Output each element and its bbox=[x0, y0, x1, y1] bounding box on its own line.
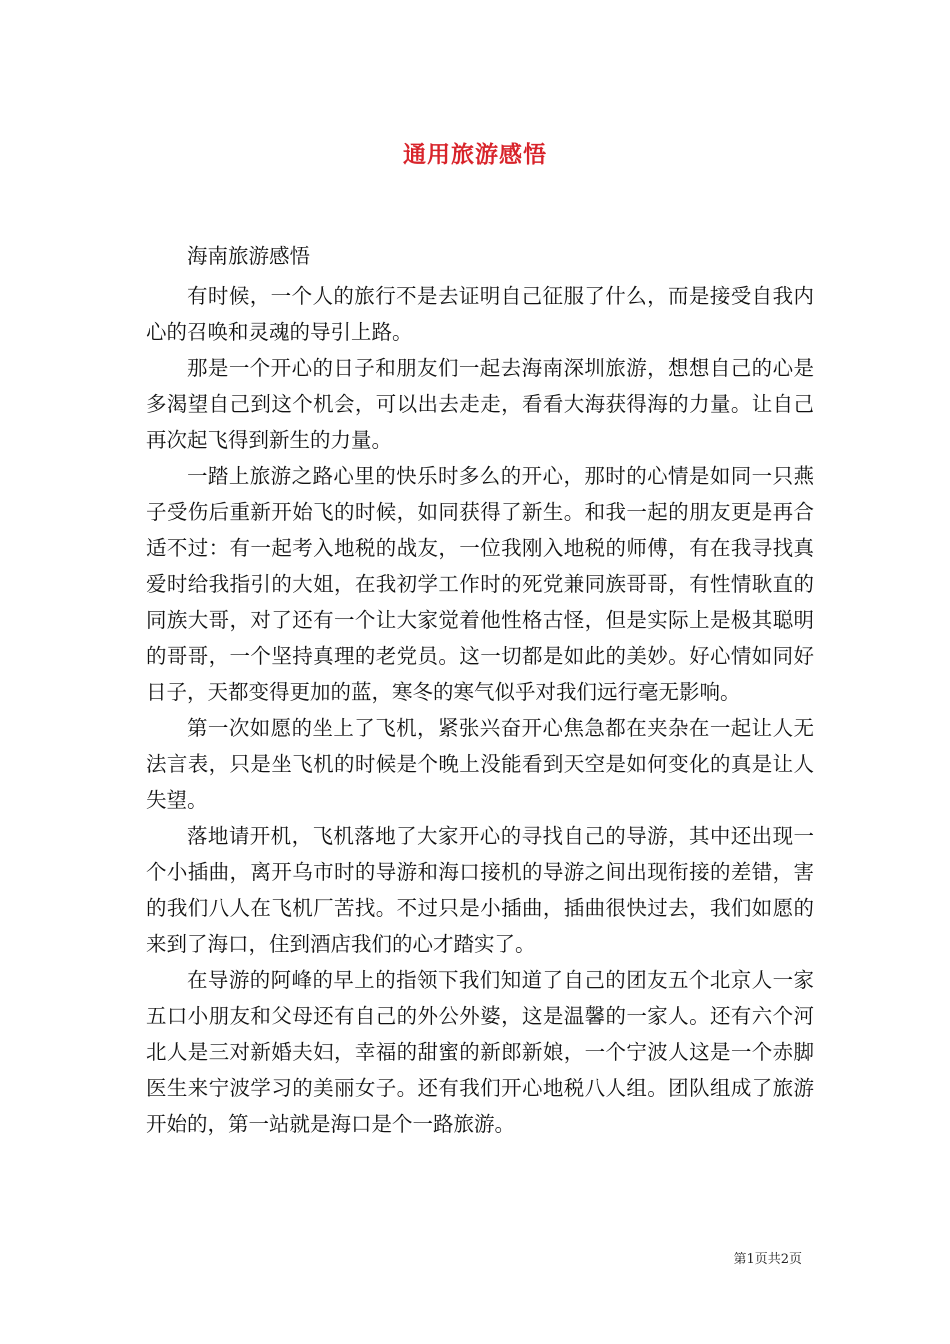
paragraph: 落地请开机，飞机落地了大家开心的寻找自己的导游，其中还出现一个小插曲，离开乌市时的导游和海口接机的导游之间出现衔接的差错，害的我们八人在飞机厂苦找。不过只是小插曲，插曲很快过去，我们如愿的来到了海口，住到酒店我们的心才踏实了。 bbox=[146, 824, 814, 956]
paragraph: 那是一个开心的日子和朋友们一起去海南深圳旅游，想想自己的心是多渴望自己到这个机会，可以出去走走，看看大海获得海的力量。让自己再次起飞得到新生的力量。 bbox=[146, 356, 814, 452]
paragraph: 在导游的阿峰的早上的指领下我们知道了自己的团友五个北京人一家五口小朋友和父母还有自己的外公外婆，这是温馨的一家人。还有六个河北人是三对新婚夫妇，幸福的甜蜜的新郎新娘，一个宁波人这是一个赤脚医生来宁波学习的美丽女子。还有我们开心地税八人组。团队组成了旅游开始的，第一站就是海口是个一路旅游。 bbox=[146, 968, 814, 1136]
document-title: 通用旅游感悟 bbox=[403, 141, 547, 168]
page-number: 第1页共2页 bbox=[733, 1252, 802, 1267]
paragraph: 第一次如愿的坐上了飞机，紧张兴奋开心焦急都在夹杂在一起让人无法言表，只是坐飞机的时候是个晚上没能看到天空是如何变化的真是让人失望。 bbox=[146, 716, 814, 812]
document-body bbox=[146, 238, 814, 1142]
paragraph: 一踏上旅游之路心里的快乐时多么的开心，那时的心情是如同一只燕子受伤后重新开始飞的时候，如同获得了新生。和我一起的朋友更是再合适不过：有一起考入地税的战友，一位我刚入地税的师傅，有在我寻找真爱时给我指引的大姐，在我初学工作时的死党兼同族哥哥，有性情耿直的同族大哥，对了还有一个让大家觉着他性格古怪，但是实际上是极其聪明的哥哥，一个坚持真理的老党员。这一切都是如此的美妙。好心情如同好日子，天都变得更加的蓝，寒冬的寒气似乎对我们远行毫无影响。 bbox=[146, 464, 814, 704]
section-subtitle: 海南旅游感悟 bbox=[187, 244, 310, 268]
paragraph: 有时候，一个人的旅行不是去证明自己征服了什么，而是接受自我内心的召唤和灵魂的导引上路。 bbox=[146, 284, 814, 344]
